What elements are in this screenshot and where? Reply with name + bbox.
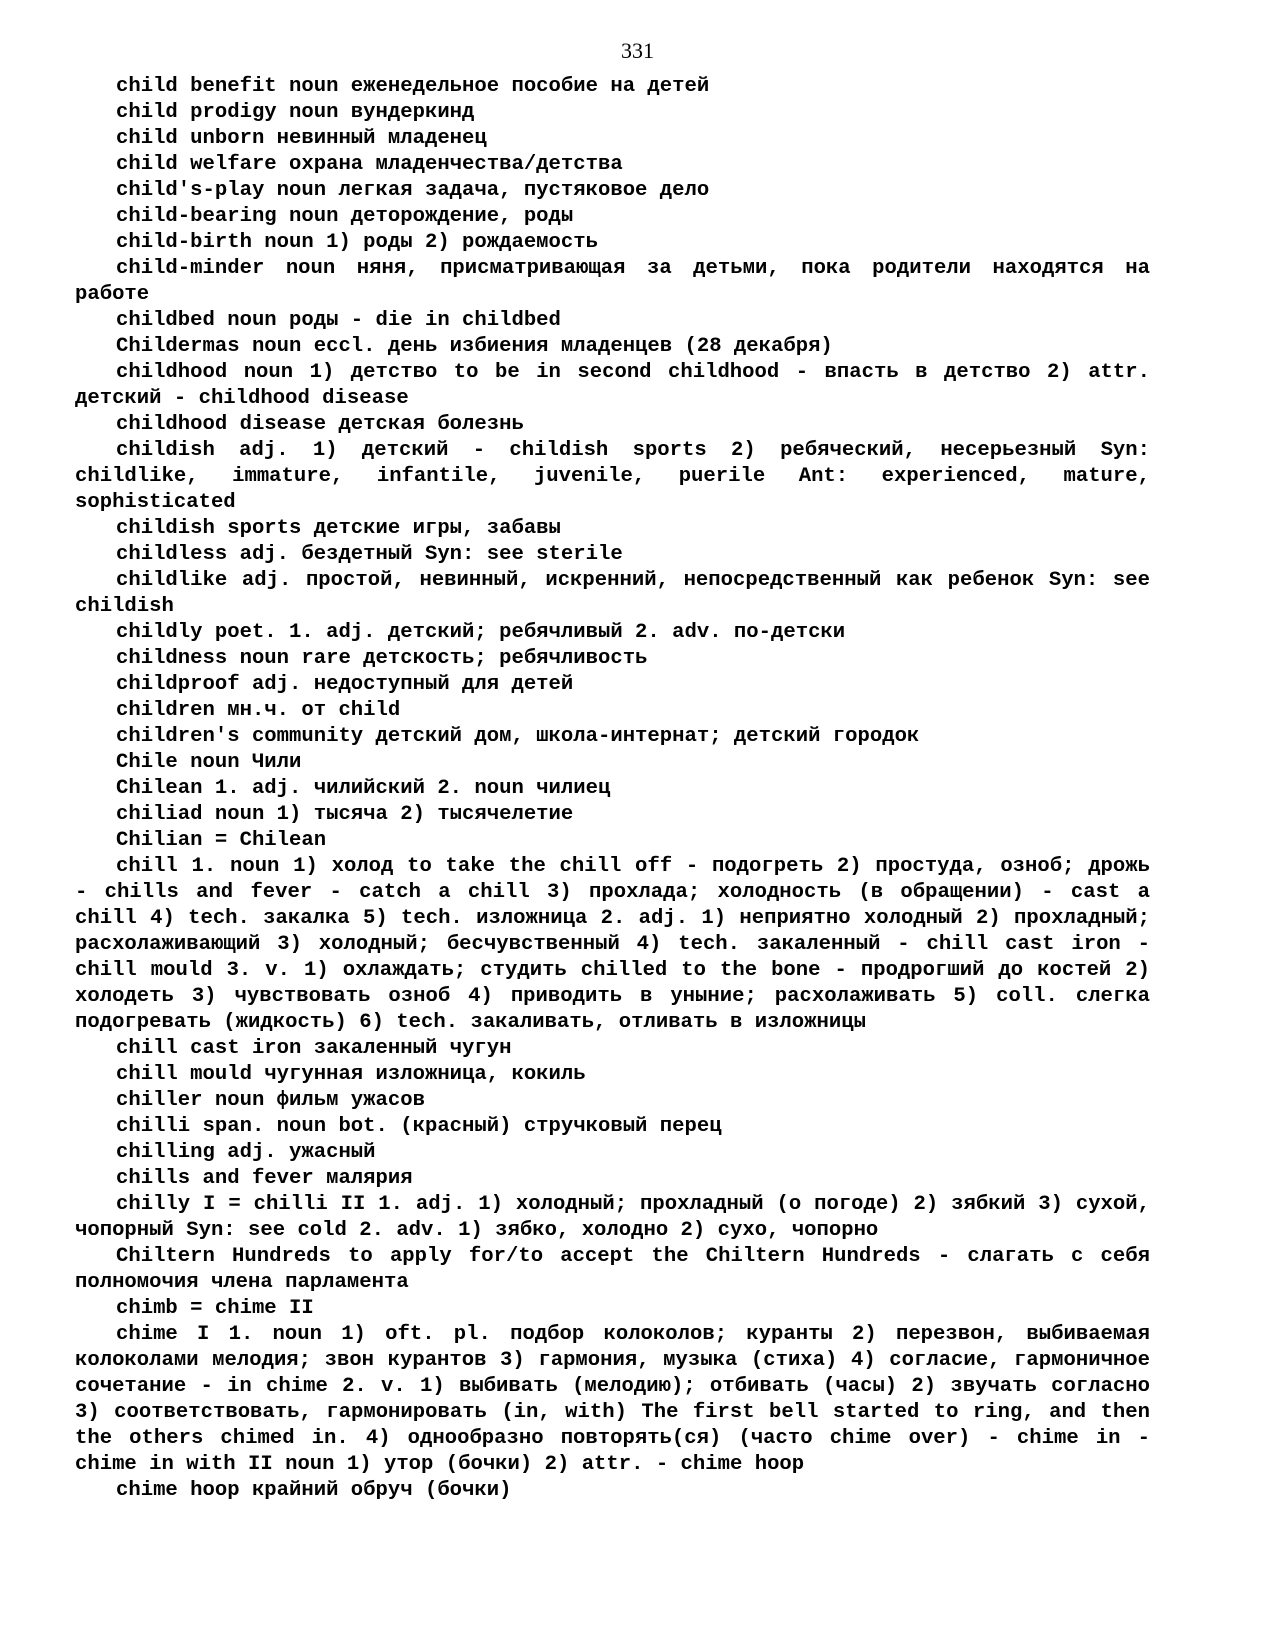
dictionary-entry: child-birth noun 1) роды 2) рождаемость [116,231,598,254]
page-number: 331 [621,38,654,63]
dictionary-entry: childness noun rare детскость; ребячливость [116,647,648,670]
dictionary-entry: child benefit noun еженедельное пособие на детей [116,75,710,98]
dictionary-entry: child-minder noun няня, присматривающая за детьми, пока родители находятся на работе [75,257,1150,306]
dictionary-entry: chilling adj. ужасный [116,1141,376,1164]
dictionary-entry: chime hoop крайний обруч (бочки) [116,1479,512,1502]
dictionary-entry: chilli span. noun bot. (красный) стручковый перец [116,1115,722,1138]
dictionary-entry: childly poet. 1. adj. детский; ребячливый 2. adv. по-детски [116,621,846,644]
dictionary-entry: chill 1. noun 1) холод to take the chill off - подогреть 2) простуда, озноб; дрожь - chills and fever - catch a chill 3) прохлада; холодность (в обращении) - cast a chill 4) tech. закалка 5) tech. изложница 2. adj. 1) неприятно холодный 2) прохладный; расхолаживающий 3) холодный; бесчувственный 4) tech. закаленный - chill cast iron - chill mould 3. v. 1) охлаждать; студить chilled to the bone - продрогший до костей 2) холодеть 3) чувствовать озноб 4) приводить в уныние; расхолаживать 5) coll. слегка подогревать (жидкость) 6) tech. закаливать, отливать в изложницы [75,855,1150,1034]
dictionary-entry: children's community детский дом, школа-интернат; детский городок [116,725,920,748]
dictionary-entry: childhood noun 1) детство to be in second childhood - впасть в детство 2) attr. детский - childhood disease [75,361,1150,410]
dictionary-entry: Childermas noun eccl. день избиения младенцев (28 декабря) [116,335,833,358]
dictionary-entry: childhood disease детская болезнь [116,413,524,436]
dictionary-entry: chills and fever малярия [116,1167,413,1190]
dictionary-entry: childless adj. бездетный Syn: see sterile [116,543,623,566]
dictionary-entry: chill mould чугунная изложница, кокиль [116,1063,586,1086]
dictionary-entry: children мн.ч. от child [116,699,401,722]
dictionary-entries [75,74,1150,1504]
dictionary-entry: Chilean 1. adj. чилийский 2. noun чилиец [116,777,611,800]
dictionary-entry: Chiltern Hundreds to apply for/to accept the Chiltern Hundreds - слагать с себя полномочия члена парламента [75,1245,1150,1294]
dictionary-entry: chilly I = chilli II 1. adj. 1) холодный; прохладный (о погоде) 2) зябкий 3) сухой, чопорный Syn: see cold 2. adv. 1) зябко, холодно 2) сухо, чопорно [75,1193,1150,1242]
dictionary-entry: Chile noun Чили [116,751,302,774]
dictionary-entry: childish adj. 1) детский - childish sports 2) ребяческий, несерьезный Syn: childlike, immature, infantile, juvenile, puerile Ant: experienced, mature, sophisticated [75,439,1150,514]
dictionary-entry: child welfare охрана младенчества/детства [116,153,623,176]
dictionary-entry: chiller noun фильм ужасов [116,1089,425,1112]
dictionary-entry: child-bearing noun деторождение, роды [116,205,574,228]
dictionary-entry: childlike adj. простой, невинный, искренний, непосредственный как ребенок Syn: see childish [75,569,1150,618]
dictionary-entry: childbed noun роды - die in childbed [116,309,561,332]
dictionary-entry: childproof adj. недоступный для детей [116,673,574,696]
dictionary-entry: chime I 1. noun 1) oft. pl. подбор колоколов; куранты 2) перезвон, выбиваемая колоколами мелодия; звон курантов 3) гармония, музыка (стиха) 4) согласие, гармоничное сочетание - in chime 2. v. 1) выбивать (мелодию); отбивать (часы) 2) звучать согласно 3) соответствовать, гармонировать (in, with) The first bell started to ring, and then the others chimed in. 4) однообразно повторять(ся) (часто chime over) - chime in - chime in with II noun 1) утор (бочки) 2) attr. - chime hoop [75,1323,1150,1476]
dictionary-entry: chiliad noun 1) тысяча 2) тысячелетие [116,803,574,826]
dictionary-entry: child prodigy noun вундеркинд [116,101,475,124]
dictionary-entry: child unborn невинный младенец [116,127,487,150]
dictionary-entry: chill cast iron закаленный чугун [116,1037,512,1060]
dictionary-entry: Chilian = Chilean [116,829,327,852]
dictionary-entry: child's-play noun легкая задача, пустяковое дело [116,179,710,202]
dictionary-entry: chimb = chime II [116,1297,314,1320]
dictionary-entry: childish sports детские игры, забавы [116,517,561,540]
